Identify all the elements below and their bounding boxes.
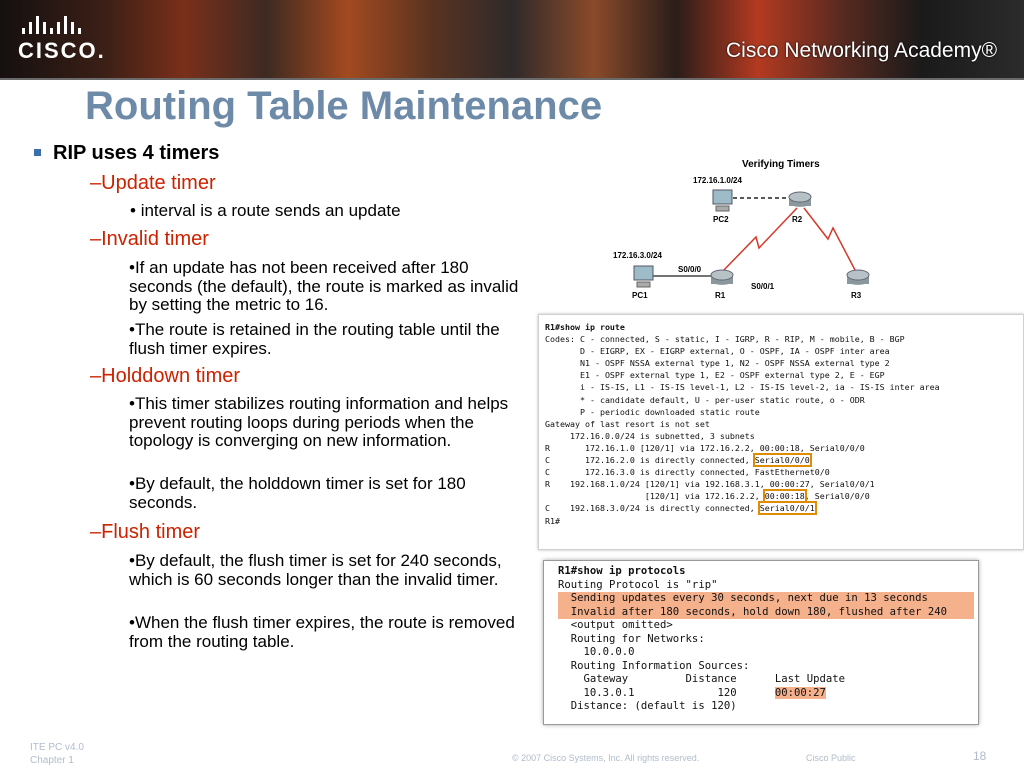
timer-point: •By default, the holddown timer is set for 180 seconds. — [129, 474, 466, 512]
interface-label: S0/0/0 — [678, 265, 702, 274]
console-line: R1#show ip route — [545, 322, 625, 332]
pc-icon — [713, 190, 732, 211]
console-line: R1#show ip protocols — [558, 565, 686, 577]
console-line: R1# — [545, 515, 560, 526]
console-line: C 172.16.3.0 is directly connected, FastEthernet0/0 — [545, 467, 830, 478]
console-line: * - candidate default, U - per-user static route, o - ODR — [545, 394, 865, 405]
device-label: R1 — [715, 291, 726, 300]
console-line: <output omitted> — [558, 619, 673, 631]
header-banner — [0, 0, 1024, 80]
console-line: Distance: (default is 120) — [558, 700, 737, 712]
console-line: [120/1] via 172.16.2.2, 00:00:18, Serial0/0/0 — [545, 491, 870, 502]
timer-point: •By default, the flush timer is set for 240 seconds, which is 60 seconds longer than the invalid timer. — [129, 551, 502, 589]
diagram-title: Verifying Timers — [742, 159, 820, 170]
console-line: C 172.16.2.0 is directly connected, Serial0/0/0 — [545, 455, 810, 466]
main-bullet-text: RIP uses 4 timers — [53, 142, 220, 164]
console-line: 10.0.0.0 — [558, 646, 635, 658]
console-line: i - IS-IS, L1 - IS-IS level-1, L2 - IS-IS level-2, ia - IS-IS inter area — [545, 382, 940, 393]
timer-heading-holddown: –Holddown timer — [90, 365, 241, 387]
console-line: 172.16.0.0/24 is subnetted, 3 subnets — [545, 430, 755, 441]
console-line: R 192.168.1.0/24 [120/1] via 192.168.3.1, 00:00:27, Serial0/0/1 — [545, 479, 875, 490]
serial-link — [722, 208, 797, 272]
console-line: Codes: C - connected, S - static, I - IGRP, R - RIP, M - mobile, B - BGP — [545, 334, 905, 345]
timer-heading-flush: –Flush timer — [90, 521, 201, 543]
timer-point: •If an update has not been received after 180 seconds (the default), the route is marked as invalid by setting the metric to 16. — [129, 258, 519, 314]
device-label: R3 — [851, 291, 862, 300]
router-icon — [711, 270, 733, 285]
console-line: Routing Protocol is "rip" — [558, 578, 718, 591]
cisco-wordmark: CISCO. — [18, 38, 106, 63]
console-line: 10.3.0.1 120 00:00:27 — [558, 686, 826, 699]
highlight-timer: 00:00:18 — [764, 491, 805, 502]
square-bullet-icon — [34, 149, 41, 156]
show-ip-route-output — [538, 314, 1024, 550]
footer-course — [30, 741, 84, 767]
console-line: C 192.168.3.0/24 is directly connected, Serial0/0/1 — [545, 503, 815, 514]
interface-label: S0/0/1 — [751, 282, 775, 291]
footer-course-name: ITE PC v4.0 — [30, 742, 84, 753]
console-line: Gateway Distance Last Update — [558, 673, 846, 685]
page-number: 18 — [973, 749, 987, 763]
console-line: D - EIGRP, EX - EIGRP external, O - OSPF, IA - OSPF inter area — [545, 346, 890, 357]
console-line: E1 - OSPF external type 1, E2 - OSPF external type 2, E - EGP — [545, 370, 885, 381]
highlight-line: Invalid after 180 seconds, hold down 180, flushed after 240 — [558, 606, 974, 620]
serial-link — [804, 208, 855, 270]
device-label: PC2 — [713, 215, 729, 224]
timer-heading-update: –Update timer — [90, 172, 216, 194]
highlight-line: Sending updates every 30 seconds, next due in 13 seconds — [558, 592, 974, 606]
main-bullet — [34, 142, 219, 165]
console-line: Routing Information Sources: — [558, 659, 750, 672]
console-line: Routing for Networks: — [558, 632, 705, 645]
router-icon — [789, 192, 811, 207]
timer-point: •The route is retained in the routing table until the flush timer expires. — [129, 320, 500, 358]
pc-icon — [634, 266, 653, 287]
network-diagram — [596, 152, 896, 302]
footer-chapter: Chapter 1 — [30, 755, 74, 766]
cisco-logo — [18, 14, 106, 64]
timer-heading-invalid: –Invalid timer — [90, 228, 209, 250]
timer-point: • interval is a route sends an update — [130, 201, 401, 220]
highlight-serial: Serial0/0/0 — [754, 455, 810, 466]
footer-classification: Cisco Public — [806, 753, 856, 763]
footer-copyright: © 2007 Cisco Systems, Inc. All rights reserved. — [512, 753, 700, 763]
device-label: PC1 — [632, 291, 648, 300]
router-icon — [847, 270, 869, 285]
cisco-bridge-icon — [22, 14, 98, 34]
net-label: 172.16.1.0/24 — [693, 176, 742, 185]
console-line: P - periodic downloaded static route — [545, 406, 760, 417]
academy-title: Cisco Networking Academy® — [726, 39, 998, 62]
show-ip-protocols-output — [543, 560, 979, 725]
highlight-last-update: 00:00:27 — [774, 686, 826, 699]
console-line: Gateway of last resort is not set — [545, 418, 710, 429]
net-label: 172.16.3.0/24 — [613, 251, 662, 260]
console-line: N1 - OSPF NSSA external type 1, N2 - OSPF NSSA external type 2 — [545, 358, 890, 369]
console-line: R 172.16.1.0 [120/1] via 172.16.2.2, 00:00:18, Serial0/0/0 — [545, 442, 865, 453]
device-label: R2 — [792, 215, 803, 224]
timer-point: •This timer stabilizes routing information and helps prevent routing loops during periods when the topology is converging on new information. — [129, 394, 509, 450]
slide-title: Routing Table Maintenance — [85, 84, 603, 128]
timer-point: •When the flush timer expires, the route is removed from the routing table. — [129, 613, 515, 651]
highlight-serial: Serial0/0/1 — [759, 503, 815, 514]
